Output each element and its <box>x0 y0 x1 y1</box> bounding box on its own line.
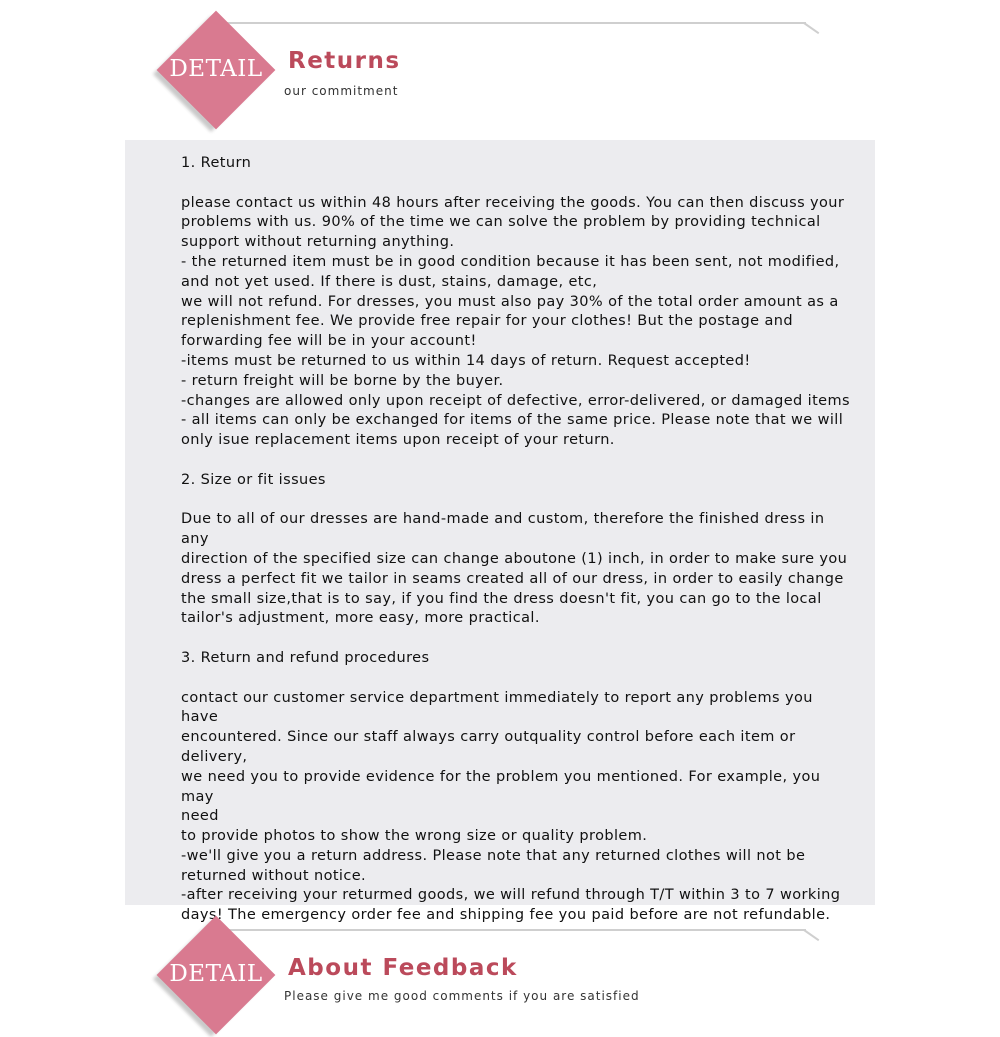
detail-badge-label: DETAIL <box>169 56 263 82</box>
header-divider-line <box>218 22 806 24</box>
returns-content <box>181 154 851 926</box>
header-divider-line <box>218 929 806 931</box>
returns-header <box>0 0 1000 130</box>
returns-title: Returns <box>288 48 401 74</box>
section-heading-refund: 3. Return and refund procedures <box>181 649 430 666</box>
detail-badge-label: DETAIL <box>169 961 263 987</box>
feedback-title: About Feedback <box>288 955 518 981</box>
section-body-return: please contact us within 48 hours after receiving the goods. You can then discuss your problems with us. 90% of the time we can solve the problem by providing technical support without returning anything. - the returned item must be in good condition because it has been sent, not modified, and not yet used. If there is dust, stains, damage, etc, we will not refund. For dresses, you must also pay 30% of the total order amount as a replenishment fee. We provide free repair for your clothes! But the postage and forwarding fee will be in your account! -items must be returned to us within 14 days of return. Request accepted! - return freight will be borne by the buyer. -changes are allowed only upon receipt of defective, error-delivered, or damaged items - all items can only be exchanged for items of the same price. Please note that we will only isue replacement items upon receipt of your return. <box>181 194 850 449</box>
feedback-header <box>0 905 1000 1035</box>
section-heading-size-fit: 2. Size or fit issues <box>181 471 326 488</box>
section-body-size-fit: Due to all of our dresses are hand-made and custom, therefore the finished dress in any direction of the specified size can change aboutone (1) inch, in order to make sure you dress a perfect fit we tailor in seams created all of our dress, in order to easily change the small size,that is to say, if you find the dress doesn't fit, you can go to the local tailor's adjustment, more easy, more practical. <box>181 511 848 627</box>
section-heading-return: 1. Return <box>181 155 252 171</box>
header-divider-tail <box>803 929 819 941</box>
header-divider-tail <box>803 22 819 34</box>
section-body-refund: contact our customer service department immediately to report any problems you have encountered. Since our staff always carry outquality control before each item or delivery, we need you to provide evidence for the problem you mentioned. For example, you may need to provide photos to show the wrong size or quality problem. -we'll give you a return address. Please note that any returned clothes will not be returned without notice. -after receiving your returmed goods, we will refund through T/T within 3 to 7 working days! The emergency order fee and shipping fee you paid before are not refundable. <box>181 689 841 924</box>
feedback-subtitle: Please give me good comments if you are satisfied <box>284 989 640 1003</box>
returns-subtitle: our commitment <box>284 84 399 98</box>
returns-panel <box>125 140 875 924</box>
